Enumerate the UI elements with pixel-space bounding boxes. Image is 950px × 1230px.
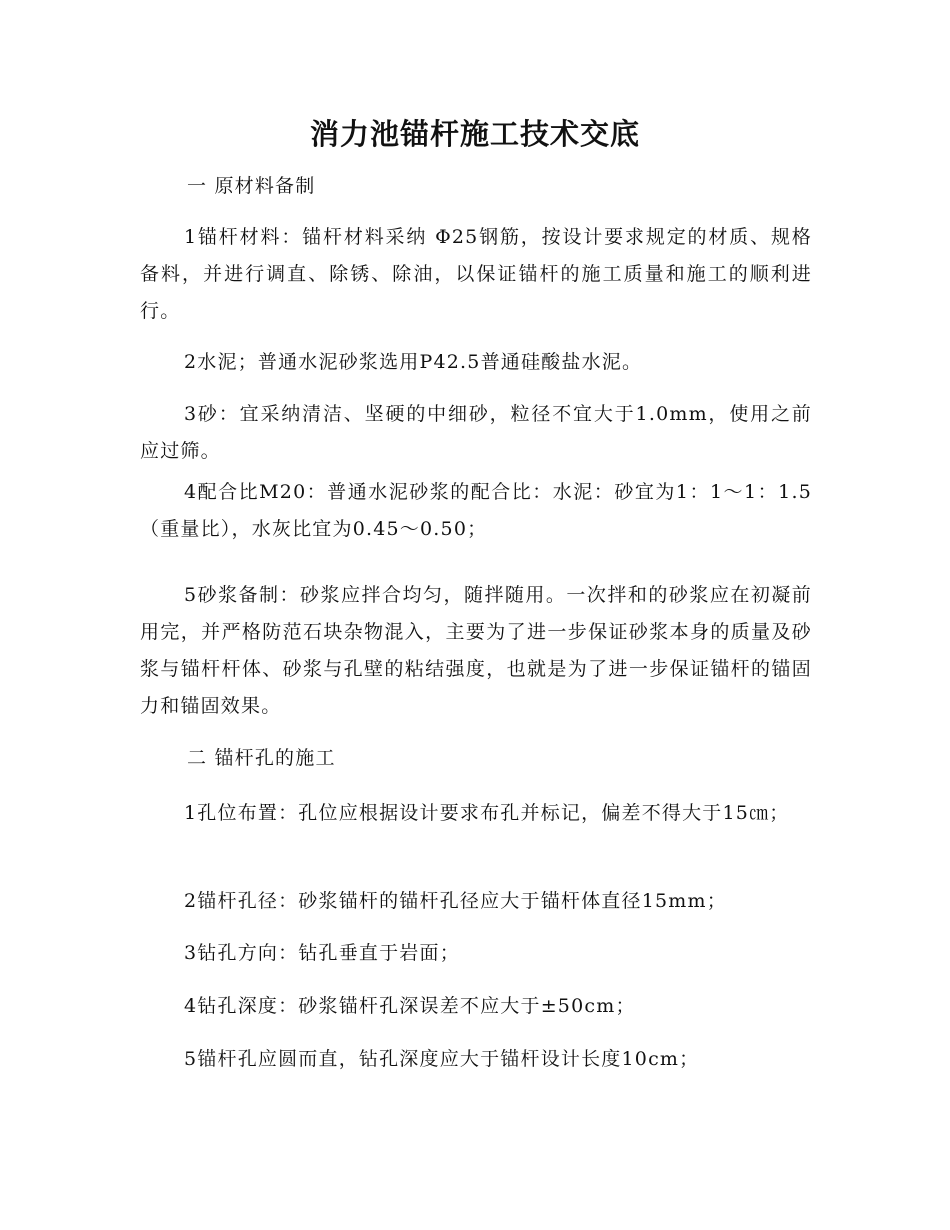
paragraph-item: 5锚杆孔应圆而直，钻孔深度应大于锚杆设计长度10cm； <box>184 1048 700 1070</box>
paragraph-item: 2锚杆孔径：砂浆锚杆的锚杆孔径应大于锚杆体直径15mm； <box>184 890 727 912</box>
document-title: 消力池锚杆施工技术交底 <box>309 117 640 151</box>
paragraph-item: 1孔位布置：孔位应根据设计要求布孔并标记，偏差不得大于15㎝； <box>184 802 790 824</box>
paragraph-item: 4钻孔深度：砂浆锚杆孔深误差不应大于±50cm； <box>184 995 636 1017</box>
section-heading-materials: 一 原材料备制 <box>187 175 316 197</box>
paragraph-item: 1锚杆材料：锚杆材料采纳 Φ25钢筋，按设计要求规定的材质、规格备料，并进行调直、除锈、除油，以保证锚杆的施工质量和施工的顺利进行。 <box>140 226 812 322</box>
paragraph-item: 4配合比M20：普通水泥砂浆的配合比：水泥：砂宜为1：1～1：1.5（重量比），水灰比宜为0.45～0.50； <box>140 481 812 540</box>
section-heading-anchor-holes: 二 锚杆孔的施工 <box>187 747 336 769</box>
paragraph-item: 3砂：宜采纳清洁、坚硬的中细砂，粒径不宜大于1.0mm，使用之前应过筛。 <box>140 403 812 462</box>
paragraph-item: 3钻孔方向：钻孔垂直于岩面； <box>184 942 460 964</box>
paragraph-item: 2水泥；普通水泥砂浆选用P42.5普通硅酸盐水泥。 <box>184 351 643 373</box>
paragraph-item: 5砂浆备制：砂浆应拌合均匀，随拌随用。一次拌和的砂浆应在初凝前用完，并严格防范石块杂物混入，主要为了进一步保证砂浆本身的质量及砂浆与锚杆杆体、砂浆与孔壁的粘结强度，也就是为了进一步保证锚杆的锚固力和锚固效果。 <box>140 584 812 717</box>
